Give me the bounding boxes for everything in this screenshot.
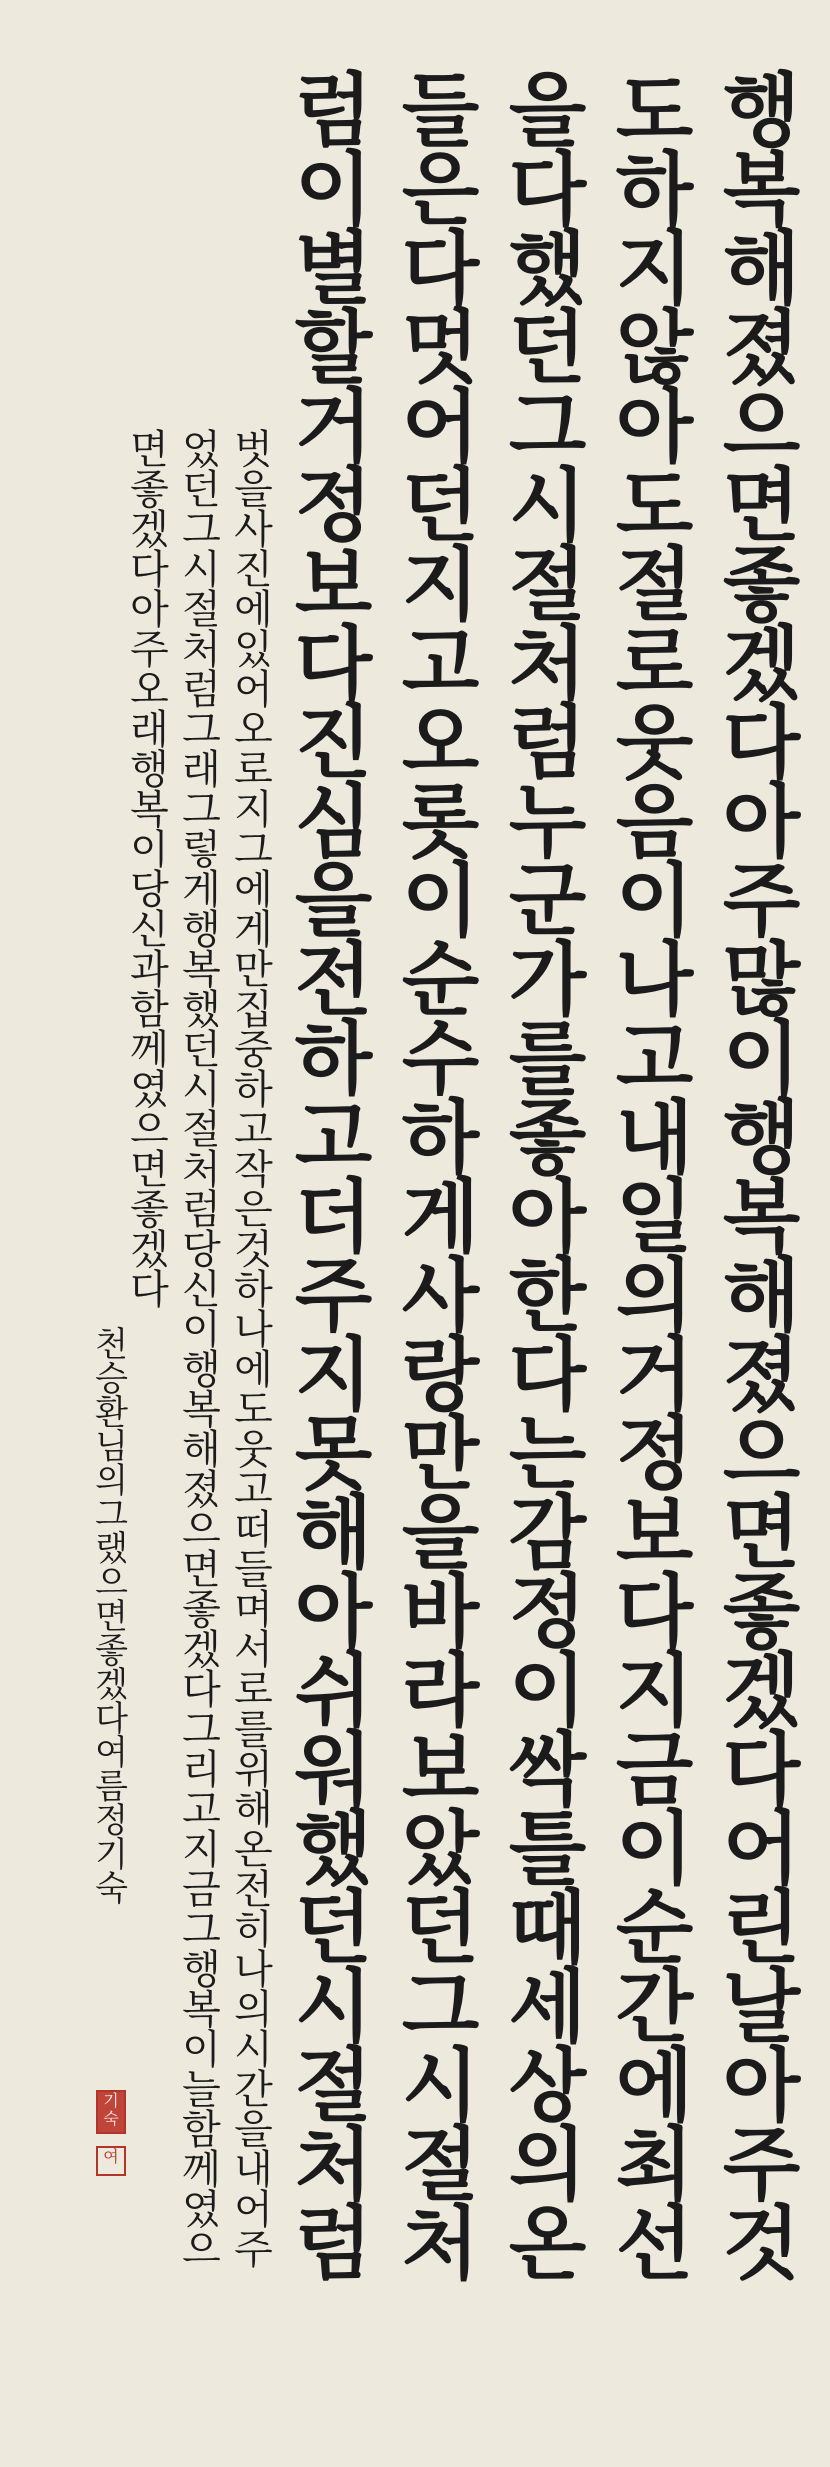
red-seal-stamp: 기숙 [96, 2090, 126, 2134]
small-column-2: 었던그시절처럼그래그렇게행복했던시절처럼당신이행복해졌으면좋겠다그리고지금그행복이늘함께였으 [175, 428, 221, 2268]
signature-column: 천승환님의그랬으면좋겠다여름정기숙 [88, 1326, 128, 1904]
main-column-3: 을다했던그시절처럼누군가를좋아한다는감정이싹틀때세상의온 [494, 68, 588, 2280]
main-column-2: 도하지않아도절로웃음이나고내일의거정보다지금이순간에최선 [601, 68, 695, 2280]
main-column-4: 들은다멋어던지고오롯이순수하게사랑만을바라보았던그시절처 [387, 68, 481, 2280]
red-seal-stamp-small: 여 [96, 2146, 126, 2176]
small-column-3: 면좋겠다아주오래행복이당신과함께였으면좋겠다 [123, 428, 169, 1308]
main-column-5: 럼이별할거정보다진심을전하고더주지못해아쉬워했던시절처럼 [280, 68, 374, 2280]
small-column-1: 벗을사진에있어오로지그에게만집중하고작은것하나에도웃고떠들며서로를위해온전히나의시간을내어주 [227, 428, 273, 2268]
main-column-1: 행복해졌으면좋겠다아주많이행복해졌으면좋겠다어린날아주것 [708, 68, 802, 2280]
